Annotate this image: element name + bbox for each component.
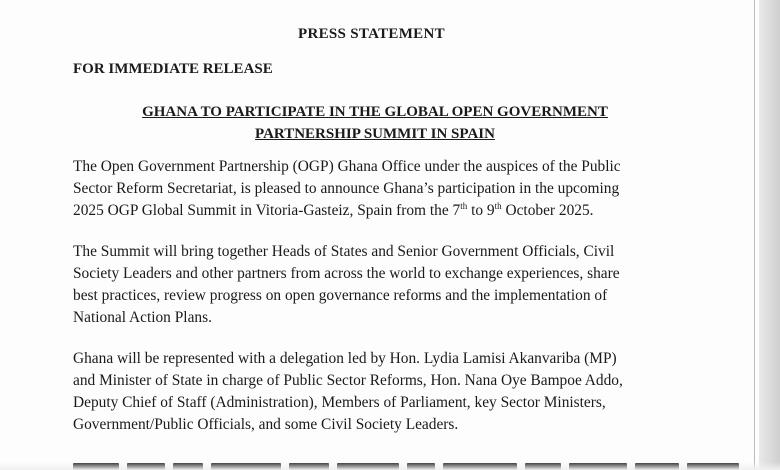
page-edge	[754, 0, 755, 470]
document-title: PRESS STATEMENT	[298, 26, 445, 42]
paragraph-line: Government/Public Officials, and some Civil Society Leaders.	[73, 416, 459, 433]
paragraph-line: Deputy Chief of Staff (Administration), Members of Parliament, key Sector Ministers,	[73, 394, 606, 411]
paragraph-line: and Minister of State in charge of Public Sector Reforms, Hon. Nana Oye Bampoe Addo,	[73, 372, 623, 389]
paragraph-line: Ghana will be represented with a delegation led by Hon. Lydia Lamisi Akanvariba (MP)	[73, 350, 617, 367]
ordinal-suffix: th	[460, 200, 468, 211]
paragraph-line: The Summit will bring together Heads of States and Senior Government Officials, Civil	[73, 243, 615, 260]
paragraph-summit	[73, 241, 713, 329]
date-text-end: October 2025.	[501, 202, 594, 219]
release-label: FOR IMMEDIATE RELEASE	[73, 61, 273, 77]
paragraph-line: The Open Government Partnership (OGP) Ghana Office under the auspices of the Public	[73, 158, 621, 175]
ordinal-suffix: th	[494, 200, 502, 211]
paragraph-line: Sector Reform Secretariat, is pleased to announce Ghana’s participation in the upcoming	[73, 180, 620, 197]
page-margin-shadow	[759, 0, 780, 470]
bottom-shadow	[0, 462, 780, 470]
headline-line-2: PARTNERSHIP SUMMIT IN SPAIN	[255, 126, 495, 142]
headline	[100, 101, 650, 145]
paragraph-line: Society Leaders and other partners from across the world to exchange experiences, share	[73, 265, 620, 282]
paragraph-line: best practices, review progress on open governance reforms and the implementation of	[73, 287, 608, 304]
date-text-start: 2025 OGP Global Summit in Vitoria-Gasteiz, Spain from the 7	[73, 202, 461, 219]
paragraph-line: National Action Plans.	[73, 309, 212, 326]
headline-line-1: GHANA TO PARTICIPATE IN THE GLOBAL OPEN GOVERNMENT	[142, 104, 608, 120]
paragraph-delegation	[73, 348, 713, 436]
paragraph-announcement	[73, 156, 713, 222]
paragraph-line	[73, 200, 713, 222]
date-text-mid: to 9	[467, 202, 495, 219]
